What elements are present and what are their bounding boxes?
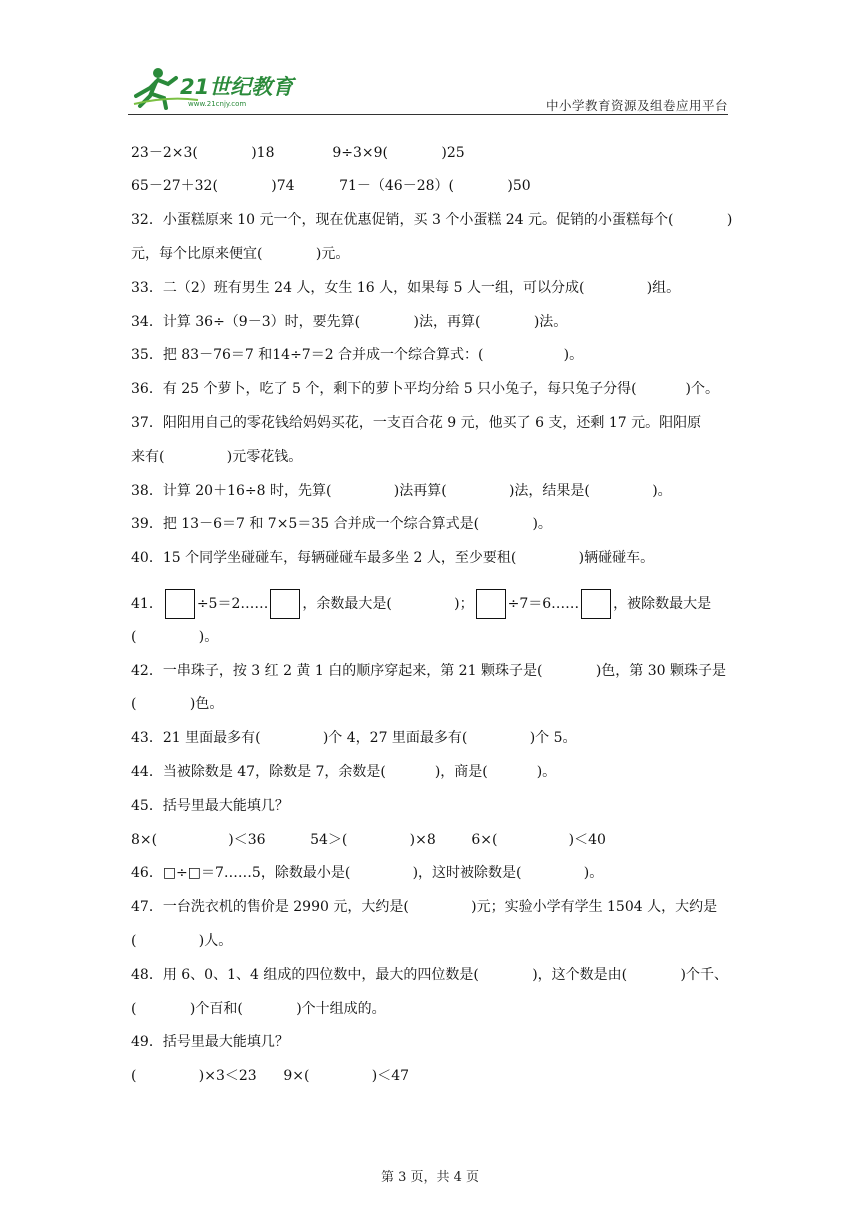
blank-box: [476, 589, 506, 619]
question-line: 38．计算 20＋16÷8 时，先算( )法再算( )法，结果是( )。: [131, 483, 672, 499]
question-line: 8×( )＜36 54＞( )×8 6×( )＜40: [131, 832, 606, 848]
question-line: 44．当被除数是 47，除数是 7，余数是( )，商是( )。: [131, 764, 557, 780]
question-line: ( )×3＜23 9×( )＜47: [131, 1068, 410, 1084]
question-line: 48．用 6、0、1、4 组成的四位数中，最大的四位数是( )，这个数是由( )个千、: [131, 967, 728, 983]
question-line: 33．二（2）班有男生 24 人，女生 16 人，如果每 5 人一组，可以分成( )组。: [131, 280, 681, 296]
question-line: 49．括号里最大能填几？: [131, 1034, 289, 1050]
question-line: ( )色。: [131, 696, 224, 712]
question-line: 32．小蛋糕原来 10 元一个，现在优惠促销，买 3 个小蛋糕 24 元。促销的小蛋糕每个( ): [131, 212, 733, 228]
page-footer: 第 3 页，共 4 页: [380, 1170, 480, 1185]
question-line: 46．□÷□＝7……5，除数最小是( )，这时被除数是( )。: [131, 865, 604, 881]
svg-text:21世纪教育: 21世纪教育: [180, 75, 294, 99]
blank-box: [270, 589, 300, 619]
question-line: 43．21 里面最多有( )个 4，27 里面最多有( )个 5。: [131, 730, 577, 746]
question-line: 65－27＋32( )74 71－（46－28）( )50: [131, 178, 531, 194]
question-line: 34．计算 36÷（9－3）时，要先算( )法，再算( )法。: [131, 314, 568, 330]
question-line: ( )。: [131, 629, 219, 645]
blank-box: [165, 589, 195, 619]
21cnjy-logo: [128, 66, 298, 114]
question-line: 45．括号里最大能填几？: [131, 798, 289, 814]
question-line: 35．把 83－76＝7 和14÷7＝2 合并成一个综合算式：( )。: [131, 347, 584, 363]
question-line: 37．阳阳用自己的零花钱给妈妈买花，一支百合花 9 元，他买了 6 支，还剩 17 元。阳阳原: [131, 415, 702, 431]
question-line: 来有( )元零花钱。: [131, 449, 303, 465]
question-line: 41． ÷5＝2…… ，余数最大是( )； ÷7＝6…… ，被除数最大是: [131, 587, 711, 621]
question-line: 47．一台洗衣机的售价是 2990 元，大约是( )元；实验小学有学生 1504 人，大约是: [131, 899, 718, 915]
svg-text:www.21cnjy.com: www.21cnjy.com: [188, 100, 247, 108]
question-line: 36．有 25 个萝卜，吃了 5 个，剩下的萝卜平均分给 5 只小兔子，每只兔子分得( )个。: [131, 381, 720, 397]
question-line: 42．一串珠子，按 3 红 2 黄 1 白的顺序穿起来，第 21 颗珠子是( )色，第 30 颗珠子是: [131, 663, 726, 679]
blank-box: [581, 589, 611, 619]
question-line: 39．把 13－6＝7 和 7×5＝35 合并成一个综合算式是( )。: [131, 516, 552, 532]
question-line: ( )人。: [131, 933, 233, 949]
header-rule: [128, 114, 728, 115]
question-line: 23－2×3( )18 9÷3×9( )25: [131, 145, 465, 161]
question-line: ( )个百和( )个十组成的。: [131, 1001, 386, 1017]
platform-name: 中小学教育资源及组卷应用平台: [545, 98, 728, 113]
question-line: 40．15 个同学坐碰碰车，每辆碰碰车最多坐 2 人，至少要租( )辆碰碰车。: [131, 550, 655, 566]
page-header: [128, 66, 728, 114]
question-line: 元，每个比原来便宜( )元。: [131, 246, 350, 262]
